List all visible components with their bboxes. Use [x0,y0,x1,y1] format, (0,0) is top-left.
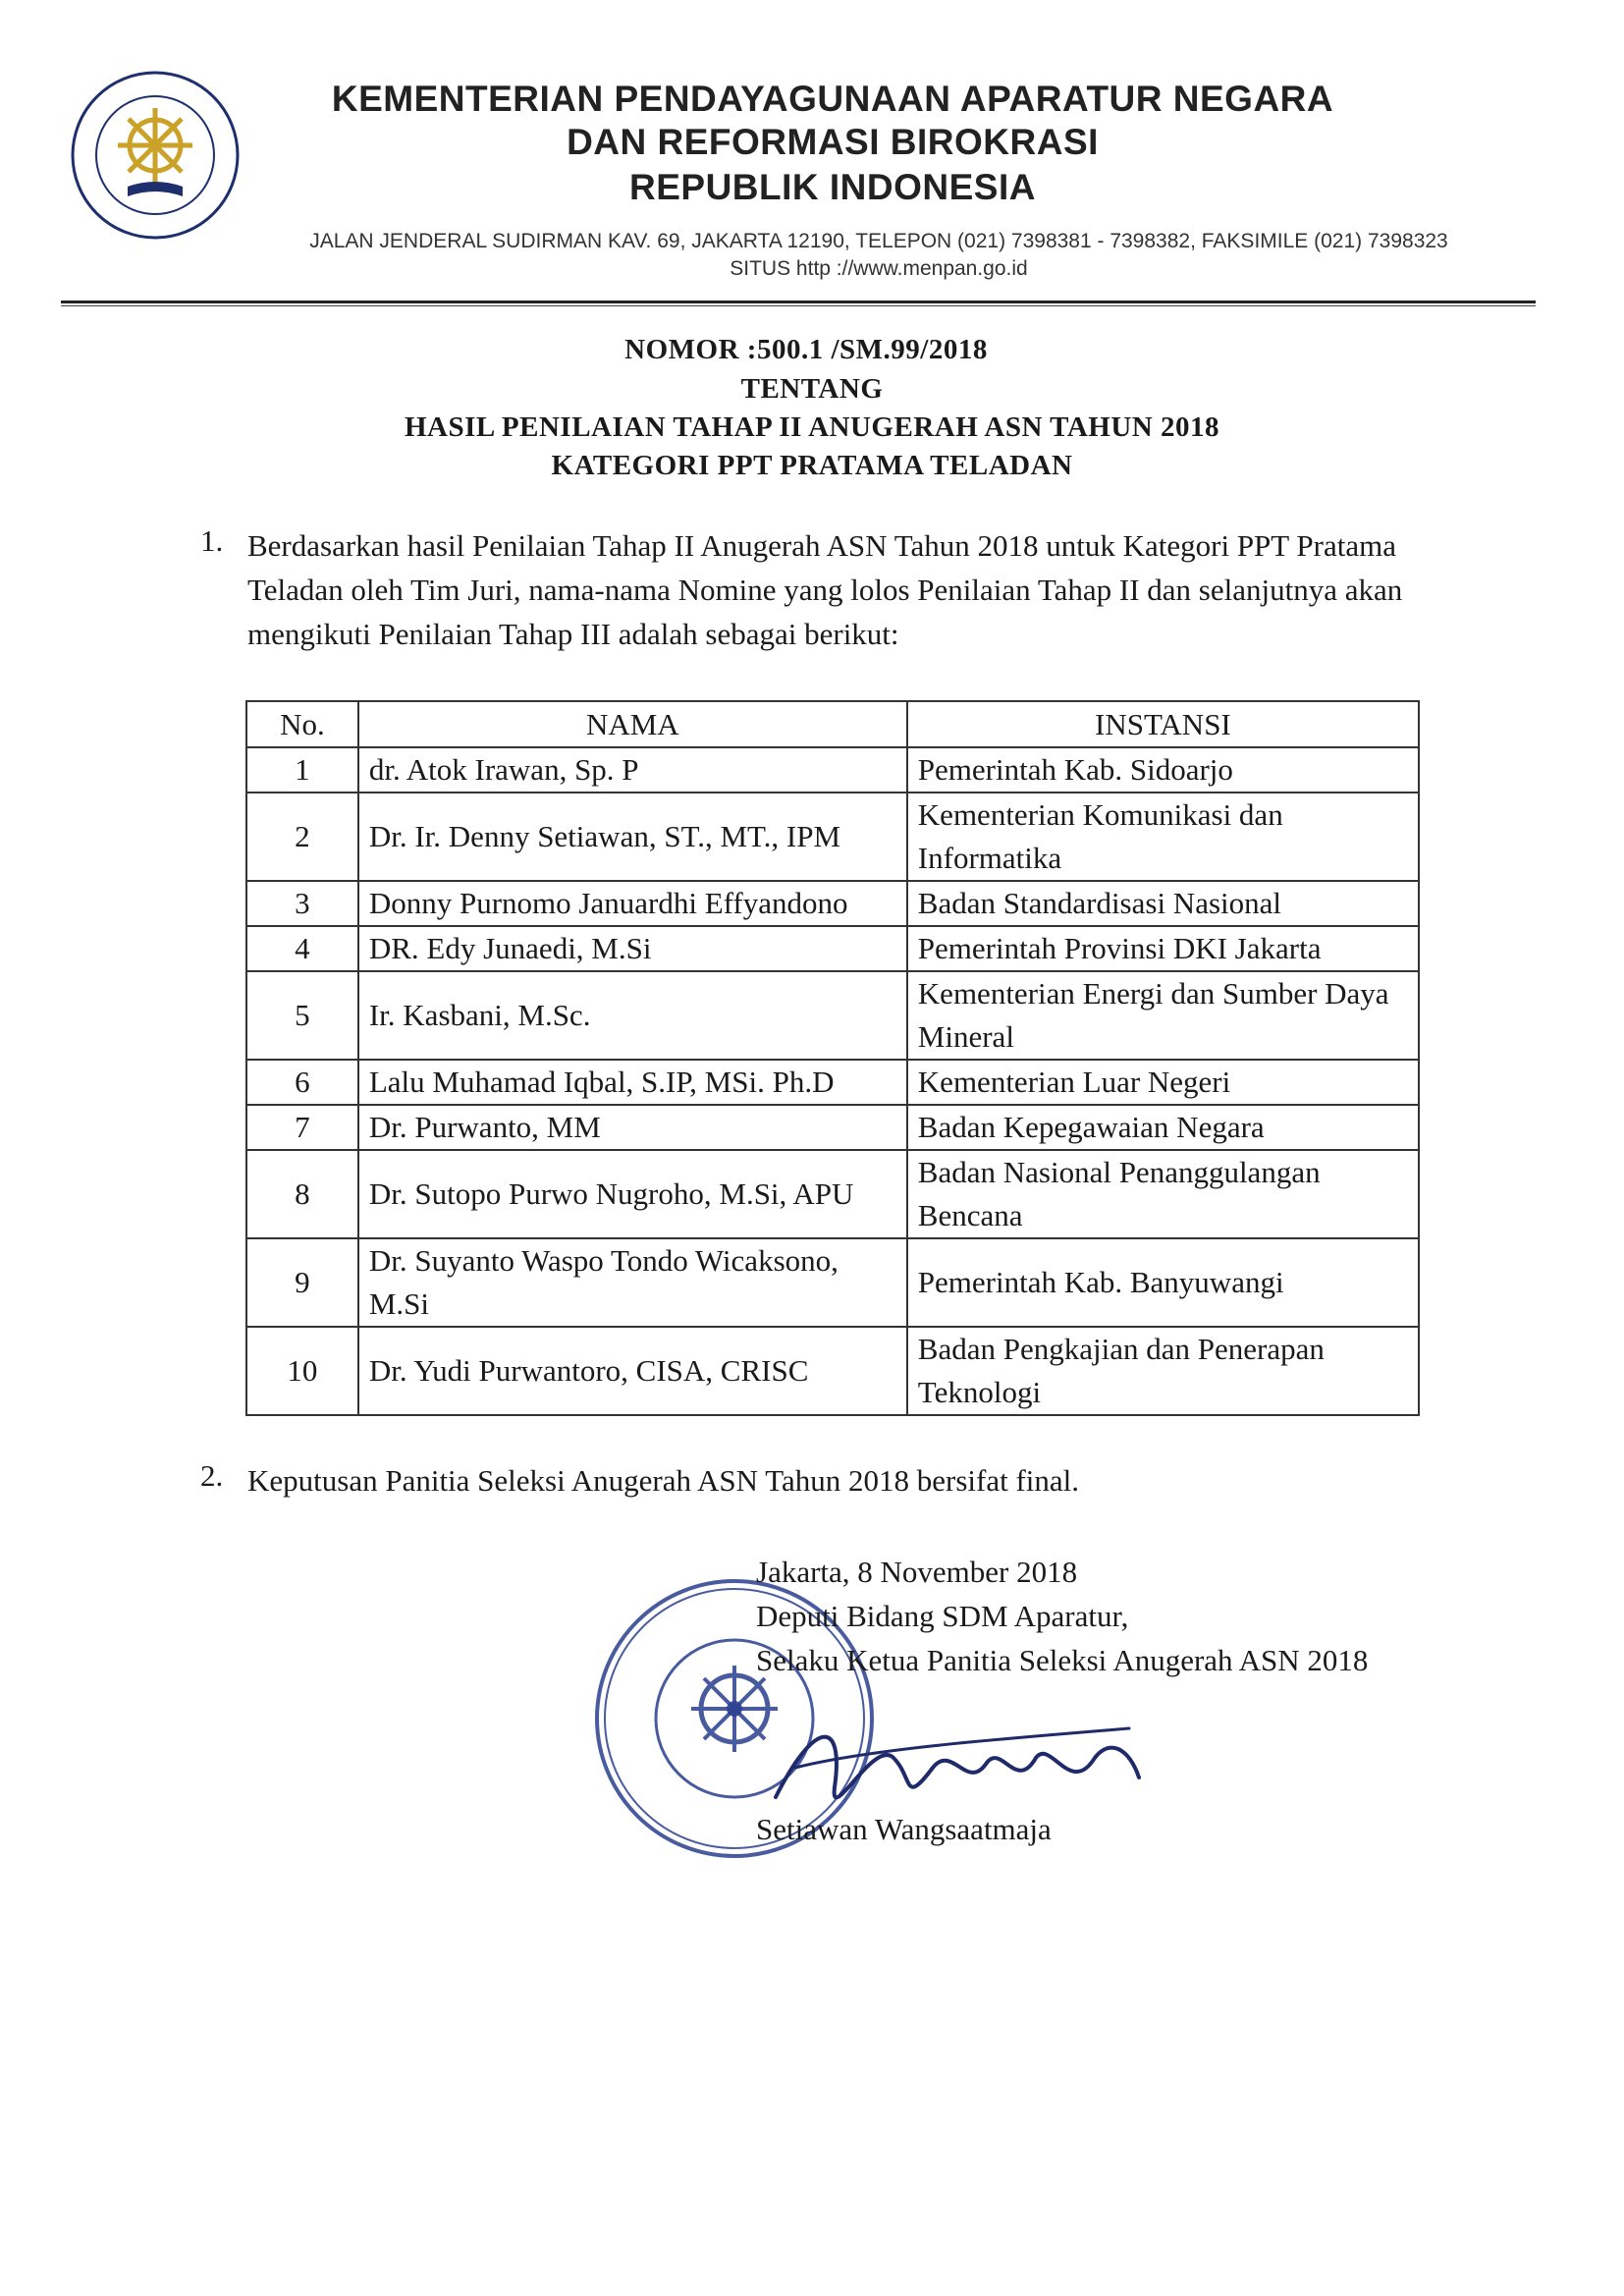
paragraph-1-number: 1. [200,523,224,558]
paragraph-1-text: Berdasarkan hasil Penilaian Tahap II Anugerah ASN Tahun 2018 untuk Kategori PPT Pratama Teladan oleh Tim Juri, nama-nama Nomine yang lolos Penilaian Tahap II dan selanjutnya akan mengikuti Penilaian Tahap III adalah sebagai berikut: [247,528,1403,651]
letterhead-line-1: KEMENTERIAN PENDAYAGUNAAN APARATUR NEGARA [331,79,1334,119]
document-subject-1: HASIL PENILAIAN TAHAP II ANUGERAH ASN TAHUN 2018 [405,411,1219,443]
row-nama: Dr. Purwanto, MM [358,1105,907,1150]
table-row [246,971,1419,1060]
document-tentang: TENTANG [740,373,884,405]
row-instansi: Badan Nasional Penanggulangan Bencana [907,1150,1419,1238]
signature-place-date: Jakarta, 8 November 2018 [756,1555,1078,1589]
signature-position-1: Deputi Bidang SDM Aparatur, [756,1599,1129,1633]
table-row [246,1327,1419,1415]
row-nama: Dr. Ir. Denny Setiawan, ST., MT., IPM [358,793,907,881]
document-subject-2: KATEGORI PPT PRATAMA TELADAN [551,450,1073,481]
row-no: 7 [246,1105,358,1150]
table-row [246,881,1419,926]
row-no: 5 [246,971,358,1060]
table-row [246,1060,1419,1105]
letterhead-address: JALAN JENDERAL SUDIRMAN KAV. 69, JAKARTA 12190, TELEPON (021) 7398381 - 7398382, FAKSIMILE (021) 7398323 [309,230,1448,252]
row-no: 1 [246,747,358,793]
row-nama: Lalu Muhamad Iqbal, S.IP, MSi. Ph.D [358,1060,907,1105]
table-row [246,747,1419,793]
document-number: NOMOR :500.1 /SM.99/2018 [624,334,988,365]
row-no: 2 [246,793,358,881]
table-row [246,793,1419,881]
table-row [246,1238,1419,1327]
row-nama: Ir. Kasbani, M.Sc. [358,971,907,1060]
row-instansi: Pemerintah Provinsi DKI Jakarta [907,926,1419,971]
table-row [246,1105,1419,1150]
ministry-emblem-icon [69,69,242,242]
table-row [246,926,1419,971]
letterhead-line-2: DAN REFORMASI BIROKRASI [567,122,1099,162]
table-row [246,1150,1419,1238]
paragraph-2-number: 2. [200,1458,224,1493]
row-instansi: Badan Pengkajian dan Penerapan Teknologi [907,1327,1419,1415]
letterhead-website: SITUS http ://www.menpan.go.id [730,257,1028,280]
row-nama: Donny Purnomo Januardhi Effyandono [358,881,907,926]
row-instansi: Kementerian Komunikasi dan Informatika [907,793,1419,881]
letterhead-divider [61,301,1536,303]
header-nama: NAMA [358,701,907,747]
row-nama: dr. Atok Irawan, Sp. P [358,747,907,793]
signatory-name: Setiawan Wangsaatmaja [756,1812,1052,1846]
row-nama: Dr. Sutopo Purwo Nugroho, M.Si, APU [358,1150,907,1238]
row-no: 9 [246,1238,358,1327]
nominee-table [245,700,1420,1416]
row-no: 6 [246,1060,358,1105]
header-no: No. [246,701,358,747]
signature-position-2: Selaku Ketua Panitia Seleksi Anugerah ASN 2018 [756,1643,1369,1677]
letterhead-line-3: REPUBLIK INDONESIA [629,167,1036,207]
row-no: 10 [246,1327,358,1415]
paragraph-2-text: Keputusan Panitia Seleksi Anugerah ASN Tahun 2018 bersifat final. [247,1463,1080,1498]
row-nama: DR. Edy Junaedi, M.Si [358,926,907,971]
row-instansi: Badan Standardisasi Nasional [907,881,1419,926]
row-no: 4 [246,926,358,971]
table-header-row [246,701,1419,747]
header-instansi: INSTANSI [907,701,1419,747]
row-instansi: Pemerintah Kab. Banyuwangi [907,1238,1419,1327]
row-instansi: Badan Kepegawaian Negara [907,1105,1419,1150]
row-no: 8 [246,1150,358,1238]
row-no: 3 [246,881,358,926]
row-instansi: Kementerian Energi dan Sumber Daya Mineral [907,971,1419,1060]
row-nama: Dr. Yudi Purwantoro, CISA, CRISC [358,1327,907,1415]
row-instansi: Kementerian Luar Negeri [907,1060,1419,1105]
row-nama: Dr. Suyanto Waspo Tondo Wicaksono, M.Si [358,1238,907,1327]
row-instansi: Pemerintah Kab. Sidoarjo [907,747,1419,793]
letterhead-divider-thin [61,305,1536,306]
